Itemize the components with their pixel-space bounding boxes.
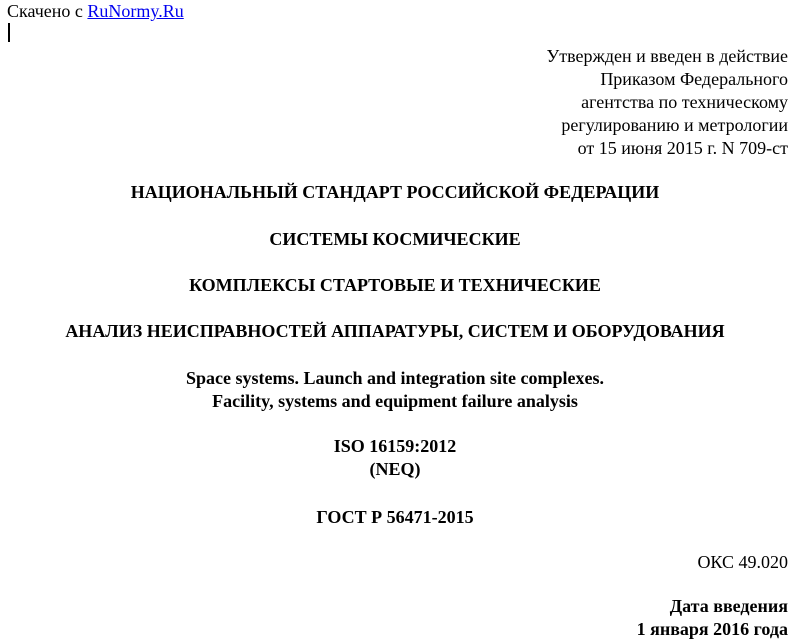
runormy-link[interactable]: RuNormy.Ru <box>87 1 184 21</box>
approval-line: Приказом Федерального <box>600 69 788 89</box>
complexes-heading: КОМПЛЕКСЫ СТАРТОВЫЕ И ТЕХНИЧЕСКИЕ <box>189 275 601 295</box>
approval-line: регулированию и метрологии <box>561 115 788 135</box>
source-prefix: Скачено с <box>7 1 88 21</box>
english-title-line-2: Facility, systems and equipment failure analysis <box>212 391 578 411</box>
introduction-date-block <box>637 595 788 641</box>
national-standard-heading: НАЦИОНАЛЬНЫЙ СТАНДАРТ РОССИЙСКОЙ ФЕДЕРАЦИИ <box>130 182 660 202</box>
approval-line: от 15 июня 2015 г. N 709-ст <box>577 138 788 158</box>
introduction-label: Дата введения <box>669 596 788 616</box>
source-line <box>7 0 184 22</box>
english-title <box>0 367 790 413</box>
english-title-line-1: Space systems. Launch and integration site complexes. <box>186 368 604 388</box>
oks-code: ОКС 49.020 <box>697 552 788 572</box>
iso-code: ISO 16159:2012 <box>333 436 457 456</box>
approval-line: Утвержден и введен в действие <box>546 46 788 66</box>
approval-block <box>546 45 788 160</box>
gost-number: ГОСТ Р 56471-2015 <box>316 507 474 527</box>
introduction-date: 1 января 2016 года <box>636 619 788 639</box>
iso-equivalence: (NEQ) <box>369 459 421 479</box>
space-systems-heading: СИСТЕМЫ КОСМИЧЕСКИЕ <box>269 229 521 249</box>
text-cursor <box>8 23 10 42</box>
analysis-heading: АНАЛИЗ НЕИСПРАВНОСТЕЙ АППАРАТУРЫ, СИСТЕМ И ОБОРУДОВАНИЯ <box>65 321 725 341</box>
approval-line: агентства по техническому <box>581 92 788 112</box>
iso-reference <box>0 435 790 481</box>
